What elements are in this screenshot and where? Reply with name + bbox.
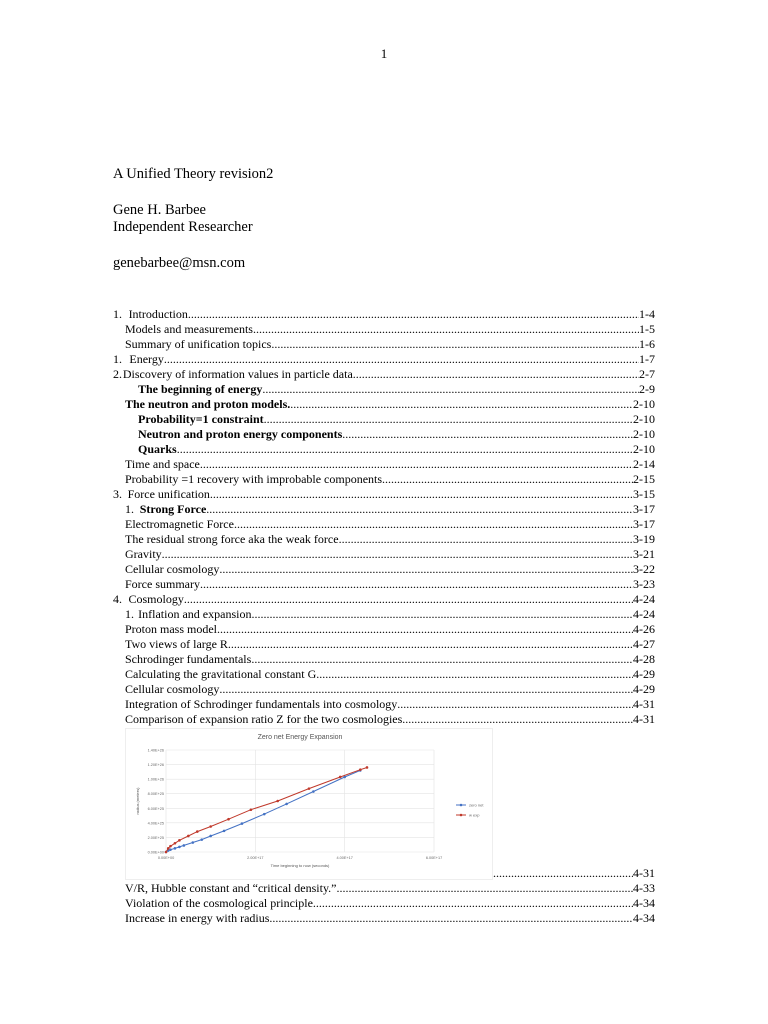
toc-entry-page: 1-4 bbox=[639, 307, 655, 321]
legend-label: w exp bbox=[469, 812, 480, 818]
toc-dot-leader bbox=[337, 881, 634, 896]
data-point bbox=[169, 848, 172, 851]
series-line-0 bbox=[166, 770, 360, 852]
toc-dot-leader bbox=[290, 397, 633, 412]
toc-dot-leader bbox=[313, 896, 633, 911]
toc-entry-label: Quarks bbox=[138, 442, 177, 456]
toc-entry-page: 2-14 bbox=[633, 457, 655, 471]
toc-dot-leader bbox=[219, 562, 633, 577]
y-tick-label: 1.20E+26 bbox=[147, 763, 164, 768]
y-tick-label: 2.00E+25 bbox=[147, 835, 164, 840]
toc-dot-leader bbox=[162, 547, 633, 562]
toc-entry-number: 3. bbox=[113, 487, 122, 501]
toc-entry[interactable] bbox=[113, 562, 655, 577]
toc-dot-leader bbox=[264, 412, 633, 427]
toc-entry-page: 3-23 bbox=[633, 577, 655, 591]
toc-dot-leader bbox=[382, 472, 633, 487]
data-point bbox=[276, 800, 279, 803]
toc-entry[interactable] bbox=[113, 652, 655, 667]
toc-entry-label: Cellular cosmology bbox=[125, 562, 220, 576]
legend-marker bbox=[460, 804, 463, 807]
toc-entry-page: 4-31 bbox=[633, 712, 655, 726]
toc-entry-number: 4. bbox=[113, 592, 122, 606]
toc-entry-label: Energy bbox=[129, 352, 164, 366]
data-point bbox=[312, 790, 315, 793]
toc-entry[interactable] bbox=[113, 682, 655, 697]
toc-entry-label: Proton mass model bbox=[125, 622, 217, 636]
toc-entry[interactable] bbox=[113, 667, 655, 682]
data-point bbox=[165, 851, 168, 854]
toc-entry-page: 4-27 bbox=[633, 637, 655, 651]
toc-entry[interactable] bbox=[113, 547, 655, 562]
toc-entry-label: Cellular cosmology bbox=[125, 682, 220, 696]
data-point bbox=[366, 766, 369, 769]
chart-svg bbox=[126, 729, 492, 879]
toc-dot-leader bbox=[188, 307, 639, 322]
toc-entry-page: 4-24 bbox=[633, 592, 655, 606]
chart-title: Zero net Energy Expansion bbox=[257, 734, 343, 741]
toc-entry-label: Cosmology bbox=[128, 592, 184, 606]
toc-entry-page: 1-6 bbox=[639, 337, 655, 351]
toc-entry-label: The beginning of energy bbox=[138, 382, 263, 396]
toc-entry[interactable] bbox=[113, 592, 655, 607]
table-of-contents-continued bbox=[113, 866, 655, 926]
toc-entry[interactable] bbox=[113, 866, 655, 881]
toc-entry-label: Probability =1 recovery with improbable components bbox=[125, 472, 383, 486]
toc-dot-leader bbox=[177, 442, 633, 457]
y-tick-label: 1.00E+26 bbox=[147, 777, 164, 782]
data-point bbox=[223, 830, 226, 833]
toc-entry-label: Schrodinger fundamentals bbox=[125, 652, 252, 666]
author-name: Gene H. Barbee bbox=[113, 202, 206, 218]
toc-entry-page: 4-24 bbox=[633, 607, 655, 621]
data-point bbox=[169, 845, 172, 848]
toc-entry-page: 2-10 bbox=[633, 397, 655, 411]
toc-dot-leader bbox=[200, 577, 633, 592]
toc-entry-page: 3-19 bbox=[633, 532, 655, 546]
toc-dot-leader bbox=[200, 457, 633, 472]
toc-dot-leader bbox=[269, 911, 633, 926]
toc-entry-page: 4-29 bbox=[633, 667, 655, 681]
data-point bbox=[241, 822, 244, 825]
toc-entry[interactable] bbox=[113, 577, 655, 592]
y-tick-label: 8.00E+25 bbox=[147, 792, 164, 797]
x-tick-label: 2.00E+17 bbox=[247, 856, 264, 860]
toc-entry-page: 1-5 bbox=[639, 322, 655, 336]
toc-dot-leader bbox=[219, 682, 633, 697]
toc-entry-page: 4-34 bbox=[633, 911, 655, 925]
toc-dot-leader bbox=[234, 517, 633, 532]
toc-entry[interactable] bbox=[113, 457, 655, 472]
toc-dot-leader bbox=[271, 337, 639, 352]
toc-entry-label: Comparison of expansion ratio Z for the two cosmologies bbox=[125, 712, 403, 726]
data-point bbox=[339, 776, 342, 779]
toc-entry-page: 4-31 bbox=[633, 866, 655, 880]
toc-dot-leader bbox=[164, 352, 639, 367]
toc-entry[interactable] bbox=[113, 637, 655, 652]
toc-dot-leader bbox=[342, 427, 633, 442]
toc-entry[interactable] bbox=[113, 337, 655, 352]
data-point bbox=[196, 830, 199, 833]
toc-entry-number: 1. bbox=[113, 307, 122, 321]
toc-entry[interactable] bbox=[113, 382, 655, 397]
toc-dot-leader bbox=[262, 382, 639, 397]
toc-entry[interactable] bbox=[113, 911, 655, 926]
data-point bbox=[209, 825, 212, 828]
data-point bbox=[250, 808, 253, 811]
toc-entry-page: 4-34 bbox=[633, 896, 655, 910]
chart-zero-net-energy-expansion bbox=[125, 728, 493, 880]
table-of-contents bbox=[113, 307, 655, 727]
toc-entry[interactable] bbox=[113, 322, 655, 337]
toc-dot-leader bbox=[397, 697, 633, 712]
toc-entry-label: Probability=1 constraint bbox=[138, 412, 264, 426]
toc-entry[interactable] bbox=[113, 517, 655, 532]
y-tick-label: 0.00E+00 bbox=[147, 850, 164, 855]
toc-dot-leader bbox=[339, 532, 633, 547]
toc-entry[interactable] bbox=[113, 712, 655, 727]
toc-entry-page: 4-26 bbox=[633, 622, 655, 636]
data-point bbox=[167, 847, 170, 850]
toc-entry-label: Force unification bbox=[127, 487, 210, 501]
toc-entry-label: Electromagnetic Force bbox=[125, 517, 234, 531]
toc-entry-label: Introduction bbox=[128, 307, 188, 321]
toc-entry[interactable] bbox=[113, 502, 655, 517]
toc-entry-page: 2-15 bbox=[633, 472, 655, 486]
toc-entry[interactable] bbox=[113, 427, 655, 442]
toc-entry-label: Increase in energy with radius bbox=[125, 911, 270, 925]
toc-entry-page: 3-15 bbox=[633, 487, 655, 501]
data-point bbox=[263, 813, 266, 816]
toc-entry-label: Models and measurements bbox=[125, 322, 253, 336]
toc-entry-label: V/R, Hubble constant and “critical density.” bbox=[125, 881, 337, 895]
data-point bbox=[192, 841, 195, 844]
data-point bbox=[209, 835, 212, 838]
toc-entry-number: 1. bbox=[125, 502, 134, 516]
toc-entry[interactable] bbox=[113, 472, 655, 487]
toc-dot-leader bbox=[217, 622, 633, 637]
toc-dot-leader bbox=[206, 502, 633, 517]
toc-dot-leader bbox=[251, 652, 633, 667]
toc-entry-label: Strong Force bbox=[139, 502, 207, 516]
toc-entry-label: Calculating the gravitational constant G bbox=[125, 667, 317, 681]
toc-entry[interactable] bbox=[113, 352, 655, 367]
data-point bbox=[174, 847, 177, 850]
data-point bbox=[174, 842, 177, 845]
toc-entry-label: Integration of Schrodinger fundamentals into cosmology bbox=[125, 697, 398, 711]
x-axis-label: Time beginning to now (seconds) bbox=[270, 863, 330, 868]
author-email: genebarbee@msn.com bbox=[113, 255, 246, 271]
toc-dot-leader bbox=[210, 487, 633, 502]
toc-entry-label: Violation of the cosmological principle bbox=[125, 896, 313, 910]
toc-entry-page: 3-17 bbox=[633, 502, 655, 516]
legend-label: zero net bbox=[469, 802, 484, 808]
data-point bbox=[187, 835, 190, 838]
toc-entry-label: Force summary bbox=[125, 577, 200, 591]
y-axis-label: radius (meters) bbox=[135, 787, 140, 815]
toc-entry-number: 1. bbox=[113, 352, 122, 366]
legend-marker bbox=[460, 814, 463, 817]
x-tick-label: 4.00E+17 bbox=[336, 856, 353, 860]
document-title: A Unified Theory revision2 bbox=[113, 166, 274, 182]
toc-entry-label: Neutron and proton energy components bbox=[138, 427, 343, 441]
y-tick-label: 6.00E+25 bbox=[147, 806, 164, 811]
toc-entry-label: Discovery of information values in particle data bbox=[122, 367, 353, 381]
toc-entry[interactable] bbox=[113, 896, 655, 911]
toc-entry-page: 2-10 bbox=[633, 442, 655, 456]
toc-entry[interactable] bbox=[113, 622, 655, 637]
toc-dot-leader bbox=[493, 866, 633, 881]
toc-entry[interactable] bbox=[113, 532, 655, 547]
toc-entry-label: Time and space bbox=[125, 457, 200, 471]
toc-entry-page: 3-17 bbox=[633, 517, 655, 531]
toc-entry-page: 3-21 bbox=[633, 547, 655, 561]
y-tick-label: 4.00E+25 bbox=[147, 821, 164, 826]
toc-entry-page: 2-7 bbox=[639, 367, 655, 381]
toc-dot-leader bbox=[402, 712, 633, 727]
toc-entry-page: 1-7 bbox=[639, 352, 655, 366]
page-number: 1 bbox=[380, 46, 388, 61]
toc-dot-leader bbox=[184, 592, 633, 607]
data-point bbox=[308, 787, 311, 790]
toc-entry-page: 4-33 bbox=[633, 881, 655, 895]
data-point bbox=[285, 803, 288, 806]
data-point bbox=[183, 844, 186, 847]
toc-entry-page: 4-28 bbox=[633, 652, 655, 666]
toc-entry[interactable] bbox=[113, 487, 655, 502]
data-point bbox=[359, 768, 362, 771]
toc-entry-label: Summary of unification topics bbox=[125, 337, 272, 351]
toc-entry-page: 2-9 bbox=[639, 382, 655, 396]
toc-entry[interactable] bbox=[113, 881, 655, 896]
author-affiliation: Independent Researcher bbox=[113, 219, 253, 235]
toc-dot-leader bbox=[251, 607, 633, 622]
toc-entry[interactable] bbox=[113, 412, 655, 427]
toc-entry-page: 3-22 bbox=[633, 562, 655, 576]
toc-dot-leader bbox=[316, 667, 633, 682]
toc-entry-page: 4-29 bbox=[633, 682, 655, 696]
y-tick-label: 1.40E+26 bbox=[147, 748, 164, 753]
toc-dot-leader bbox=[228, 637, 633, 652]
toc-entry-page: 4-31 bbox=[633, 697, 655, 711]
toc-entry-label: Gravity bbox=[125, 547, 162, 561]
toc-entry-label: Two views of large R bbox=[125, 637, 228, 651]
data-point bbox=[200, 838, 203, 841]
toc-entry-number: 2. bbox=[113, 367, 122, 381]
x-tick-label: 6.00E+17 bbox=[425, 856, 443, 860]
toc-entry-page: 2-10 bbox=[633, 412, 655, 426]
toc-entry-label: Inflation and expansion bbox=[138, 607, 252, 621]
data-point bbox=[178, 839, 181, 842]
toc-entry[interactable] bbox=[113, 607, 655, 622]
toc-entry-number: 1. bbox=[125, 607, 134, 621]
toc-entry[interactable] bbox=[113, 307, 655, 322]
data-point bbox=[227, 818, 230, 821]
toc-entry-label: The residual strong force aka the weak force bbox=[125, 532, 339, 546]
toc-entry[interactable] bbox=[113, 397, 655, 412]
toc-entry[interactable] bbox=[113, 442, 655, 457]
data-point bbox=[178, 846, 181, 849]
toc-entry[interactable] bbox=[113, 697, 655, 712]
toc-entry[interactable] bbox=[113, 367, 655, 382]
x-tick-label: 0.00E+00 bbox=[157, 856, 175, 860]
toc-entry-label: The neutron and proton models. bbox=[125, 397, 291, 411]
toc-dot-leader bbox=[353, 367, 639, 382]
toc-entry-page: 2-10 bbox=[633, 427, 655, 441]
toc-dot-leader bbox=[253, 322, 639, 337]
